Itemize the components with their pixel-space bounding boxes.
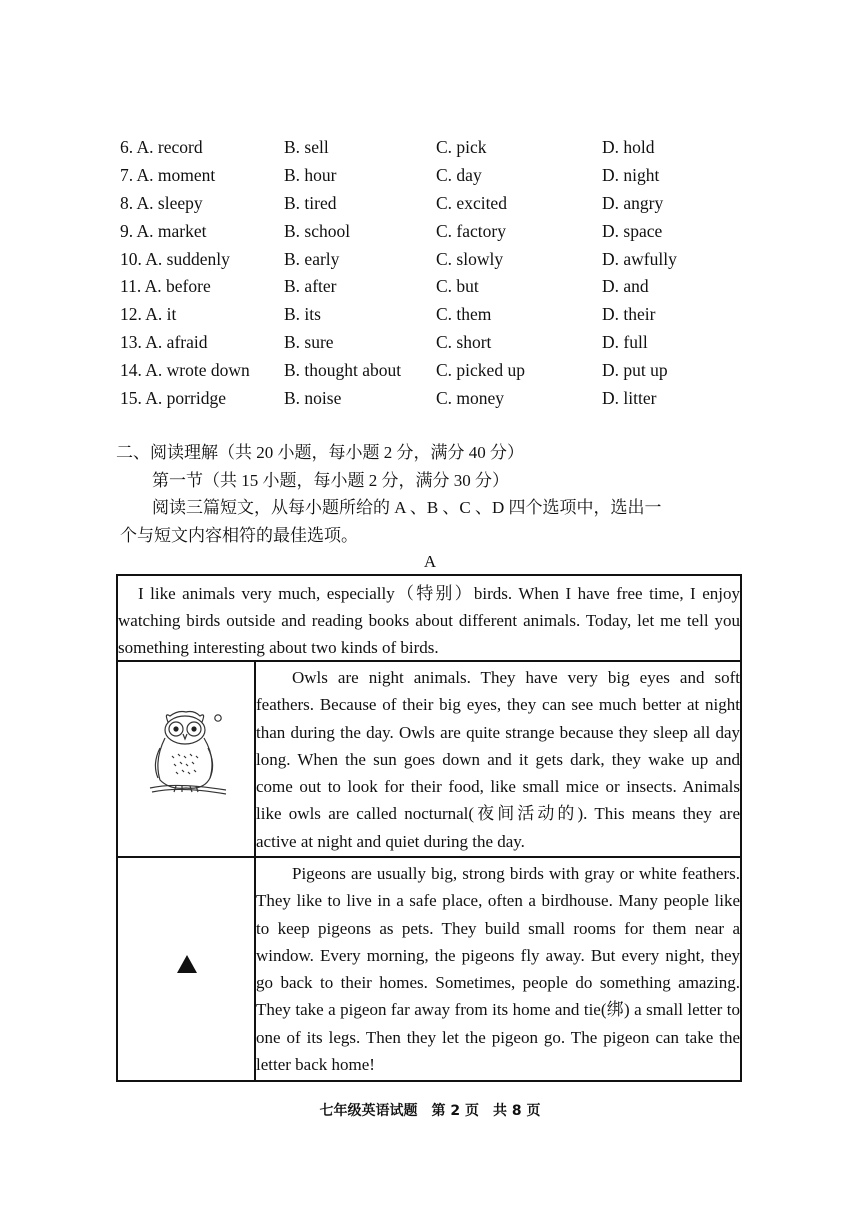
option-b: B. thought about <box>284 359 402 380</box>
options-row-13 <box>120 329 760 357</box>
option-c: C. picked up <box>436 359 525 380</box>
option-d: D. and <box>602 276 649 297</box>
page-footer: 七年级英语试题 第 2 页 共 8 页 <box>319 1103 541 1119</box>
pigeon-image-cell <box>118 858 256 1080</box>
option-b: B. early <box>284 248 340 269</box>
option-d: D. space <box>602 220 663 241</box>
option-b: B. its <box>284 304 321 325</box>
option-d: D. hold <box>602 137 655 158</box>
option-d: D. their <box>602 304 656 325</box>
passage-intro-row <box>118 576 740 662</box>
option-b: B. tired <box>284 192 337 213</box>
option-b: B. hour <box>284 165 337 186</box>
option-a: 8. A. sleepy <box>120 192 203 213</box>
option-b: B. after <box>284 276 337 297</box>
options-row-7 <box>120 162 760 190</box>
option-c: C. pick <box>436 137 487 158</box>
option-a: 6. A. record <box>120 137 203 158</box>
passage-letter: A <box>423 552 437 571</box>
owl-image-cell <box>118 662 256 856</box>
option-a: 12. A. it <box>120 304 177 325</box>
options-row-9 <box>120 217 760 245</box>
option-a: 9. A. market <box>120 220 207 241</box>
option-a: 13. A. afraid <box>120 331 208 352</box>
instruction-line-1: 阅读三篇短文，从每小题所给的 A 、B 、C 、D 四个选项中，选出一 <box>152 498 662 517</box>
option-c: C. but <box>436 276 479 297</box>
pigeon-row <box>118 858 740 1080</box>
option-b: B. sure <box>284 331 334 352</box>
option-d: D. put up <box>602 359 668 380</box>
pigeon-paragraph: Pigeons are usually big, strong birds with gray or white feathers. They like to live in a safe place, often a birdhouse. Many people like to keep pigeons as pets. They build small rooms for them near a window. Every morning, the pigeons fly away. But every night, they go back to their homes. Sometimes, people do something amazing. They take a pigeon far away from its home and tie(绑) a small letter to one of its legs. Then they let the pigeon go. The pigeon can take the letter back home! <box>256 864 740 1075</box>
option-a: 11. A. before <box>120 276 211 297</box>
option-c: C. excited <box>436 192 507 213</box>
option-a: 7. A. moment <box>120 165 216 186</box>
owl-paragraph: Owls are night animals. They have very big eyes and soft feathers. Because of their big eyes, they can see much better at night than during the day. Owls are quite strange because they sleep all day long. When the sun goes down and it gets dark, they wake up and come out to look for their food, like small mice or insects. Animals like owls are called nocturnal(夜间活动的). This means they are active at night and quiet during the day. <box>256 668 740 851</box>
owl-illustration-icon <box>146 708 232 800</box>
option-d: D. awfully <box>602 248 677 269</box>
option-b: B. sell <box>284 137 329 158</box>
option-d: D. full <box>602 331 648 352</box>
option-d: D. litter <box>602 387 657 408</box>
instructions <box>120 494 742 550</box>
option-c: C. short <box>436 331 492 352</box>
options-row-10 <box>120 245 760 273</box>
option-b: B. school <box>284 220 351 241</box>
section-heading: 二、阅读理解（共 20 小题，每小题 2 分，满分 40 分） <box>116 443 524 462</box>
passage-table <box>116 574 742 1082</box>
option-c: C. day <box>436 165 482 186</box>
pigeon-text-cell <box>256 858 740 1082</box>
option-c: C. slowly <box>436 248 504 269</box>
options-row-12 <box>120 301 760 329</box>
section-subheading: 第一节（共 15 小题，每小题 2 分，满分 30 分） <box>152 471 509 490</box>
instruction-line-2: 个与短文内容相符的最佳选项。 <box>120 526 358 545</box>
option-c: C. them <box>436 304 492 325</box>
options-row-15 <box>120 384 760 412</box>
option-a: 10. A. suddenly <box>120 248 230 269</box>
option-d: D. angry <box>602 192 664 213</box>
answer-options <box>120 134 760 412</box>
option-c: C. money <box>436 387 505 408</box>
option-d: D. night <box>602 165 660 186</box>
options-row-14 <box>120 356 760 384</box>
passage-intro: I like animals very much, especially（特别）birds. When I have free time, I enjoy watching birds outside and reading books about different animals. Today, let me tell you something interesting about two kinds of birds. <box>118 584 740 657</box>
options-row-11 <box>120 273 760 301</box>
option-a: 14. A. wrote down <box>120 359 250 380</box>
option-b: B. noise <box>284 387 342 408</box>
options-row-8 <box>120 190 760 218</box>
option-c: C. factory <box>436 220 506 241</box>
options-row-6 <box>120 134 760 162</box>
option-a: 15. A. porridge <box>120 387 226 408</box>
triangle-icon <box>176 954 198 974</box>
owl-row <box>118 662 740 858</box>
owl-text-cell <box>256 662 740 858</box>
